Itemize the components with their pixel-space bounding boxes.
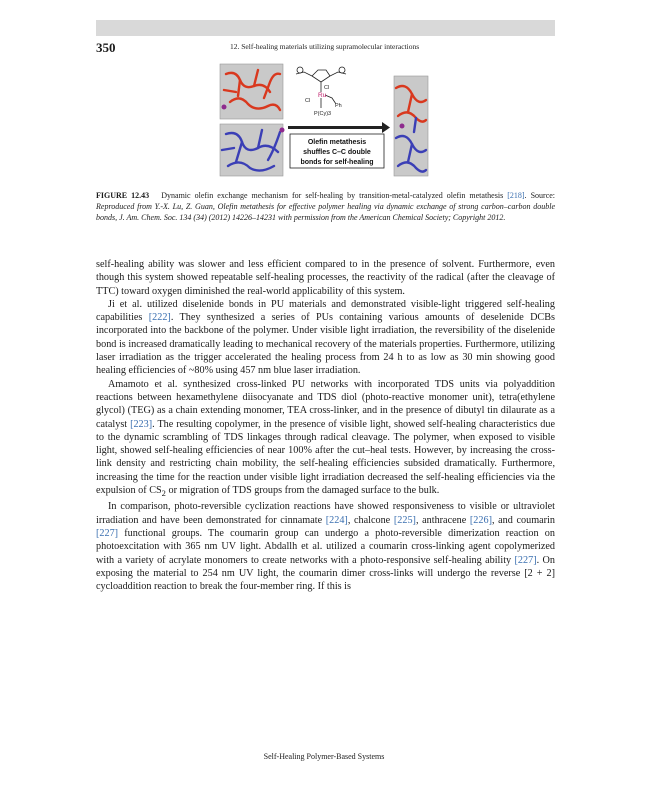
healed-network-block: [394, 76, 428, 176]
pcy3-label: P(Cy)3: [314, 111, 332, 117]
header-bar: [96, 20, 555, 36]
running-title: 12. Self-healing materials utilizing supramolecular interactions: [230, 42, 420, 51]
ref-222[interactable]: [222]: [148, 312, 171, 324]
p2-text-a: Ji et al. utilized diselenide bonds in PU materials and demonstrated visible-light triggered self-healing capabilities: [96, 298, 555, 324]
ref-224[interactable]: [224]: [325, 514, 348, 526]
callout-box: [290, 134, 384, 168]
callout-line-2: shuffles C–C double: [303, 149, 371, 156]
ru-label: Ru: [318, 92, 327, 99]
p4-text-e: functional groups. The coumarin group can undergo a photo-reversible dimerization reaction on photoexcitation with 365 nm UV light. Abdallh et al. utilized a coumarin cross-linking agent copolymerized with a variety of acrylate monomers to create networks with a photo-responsive self-healing ability: [96, 527, 555, 566]
ref-227b[interactable]: [227]: [514, 554, 537, 566]
blue-network-block: [220, 124, 285, 176]
caption-source-prefix: . Source:: [524, 191, 556, 200]
page-number: 350: [96, 40, 116, 55]
paragraph-1: self-healing ability was slower and less efficient compared to in the presence of solvent. Furthermore, even though this system showed repeatable self-healing processes, the reactivity of the radical (after the cleavage of TTC) toward oxygen diminished the real-world applicability of this system.: [96, 259, 555, 297]
cl-left-label: Cl: [305, 98, 311, 104]
cl-top-label: Cl: [324, 85, 330, 91]
ref-223[interactable]: [223]: [130, 418, 153, 430]
caption-text: Dynamic olefin exchange mechanism for self-healing by transition-metal-catalyzed olefin metathesis: [161, 191, 504, 200]
footer-book-title: Self-Healing Polymer-Based Systems: [263, 752, 385, 761]
reaction-arrow: [288, 122, 390, 133]
figure-label: FIGURE 12.43: [96, 191, 150, 200]
grubbs-catalyst-structure: [296, 67, 346, 108]
red-network-block: [220, 64, 283, 119]
p3-text-b: . The resulting copolymer, in the presence of visible light, showed self-healing characteristics due to the dynamic scrambling of TDS linkages through radical cleavage. The polymer, when exposed to visible light, showed self-healing efficiencies of near 100% after the cut–heal tests. However, by increasing the cross-link density and restricting chain mobility, the self-healing efficiencies subsided dramatically. Furthermore, increasing the time for the reaction under visible light irradiation decreased the self-healing efficiencies via the expulsion of CS: [96, 418, 555, 497]
p4-text-a: In comparison, photo-reversible cyclization reactions have showed responsiveness to visible or ultraviolet irradiation and have been demonstrated for cinnamate: [96, 501, 555, 526]
callout-line-3: bonds for self-healing: [300, 159, 374, 166]
p4-text-d: , and coumarin: [491, 514, 555, 526]
paragraph-4: [96, 500, 555, 593]
ref-226[interactable]: [226]: [469, 514, 492, 526]
caption-source: Reproduced from Y.-X. Lu, Z. Guan, Olefin metathesis for effective polymer healing via dynamic exchange of strong carbon–carbon double bonds, J. Am. Chem. Soc. 134 (34) (2012) 14226–14231 with permission from the American Chemical Society; Copyright 2012.: [96, 202, 555, 222]
p3-text-a: Amamoto et al. synthesized cross-linked PU networks with incorporated TDS units via polyaddition reactions between hexamethylene diisocyanate and TDS diol (photo-reactive monomer unit), tetra(ethylene glycol) (TEG) as a chain extending monomer, TEA cross-linker, and in the presence of dibutyl tin dilaurate as a catalyst: [96, 378, 555, 430]
p2-text-b: . They synthesized a series of PUs containing various amounts of deselenide DCBs incorporated into the backbone of the polymer. Under visible light irradiation, the reversibility of the diselenide bond is increased dramatically leading to mechanical recovery of the materials properties. Furthermore, utilizing laser irradiation as the trigger accelerated the healing process from 24 h to as low as 30 min showing good healing efficiencies of ~80% using 457 nm blue laser irradiation.: [96, 312, 555, 377]
p4-text-f: . On exposing the material to 254 nm UV light, the coumarin dimer cross-links will undergo the reverse [2 + 2] cycloaddition reaction to break the four-member ring. If this is: [96, 554, 555, 593]
caption-ref[interactable]: [218]: [507, 191, 525, 200]
p4-text-b: , chalcone: [347, 514, 394, 526]
paragraph-2: [96, 298, 555, 378]
p3-text-c: or migration of TDS groups from the damaged surface to the bulk.: [165, 485, 440, 497]
body-text: [96, 258, 555, 593]
cs2-subscript: 2: [161, 488, 166, 499]
ref-225[interactable]: [225]: [393, 514, 416, 526]
figure-caption: [96, 190, 555, 223]
ph-label: Ph: [335, 103, 342, 109]
callout-line-1: Olefin metathesis: [307, 139, 367, 146]
ref-227a[interactable]: [227]: [96, 527, 119, 539]
paragraph-3: [96, 378, 555, 501]
figure-olefin-metathesis: [218, 62, 431, 178]
p4-text-c: , anthracene: [415, 514, 470, 526]
